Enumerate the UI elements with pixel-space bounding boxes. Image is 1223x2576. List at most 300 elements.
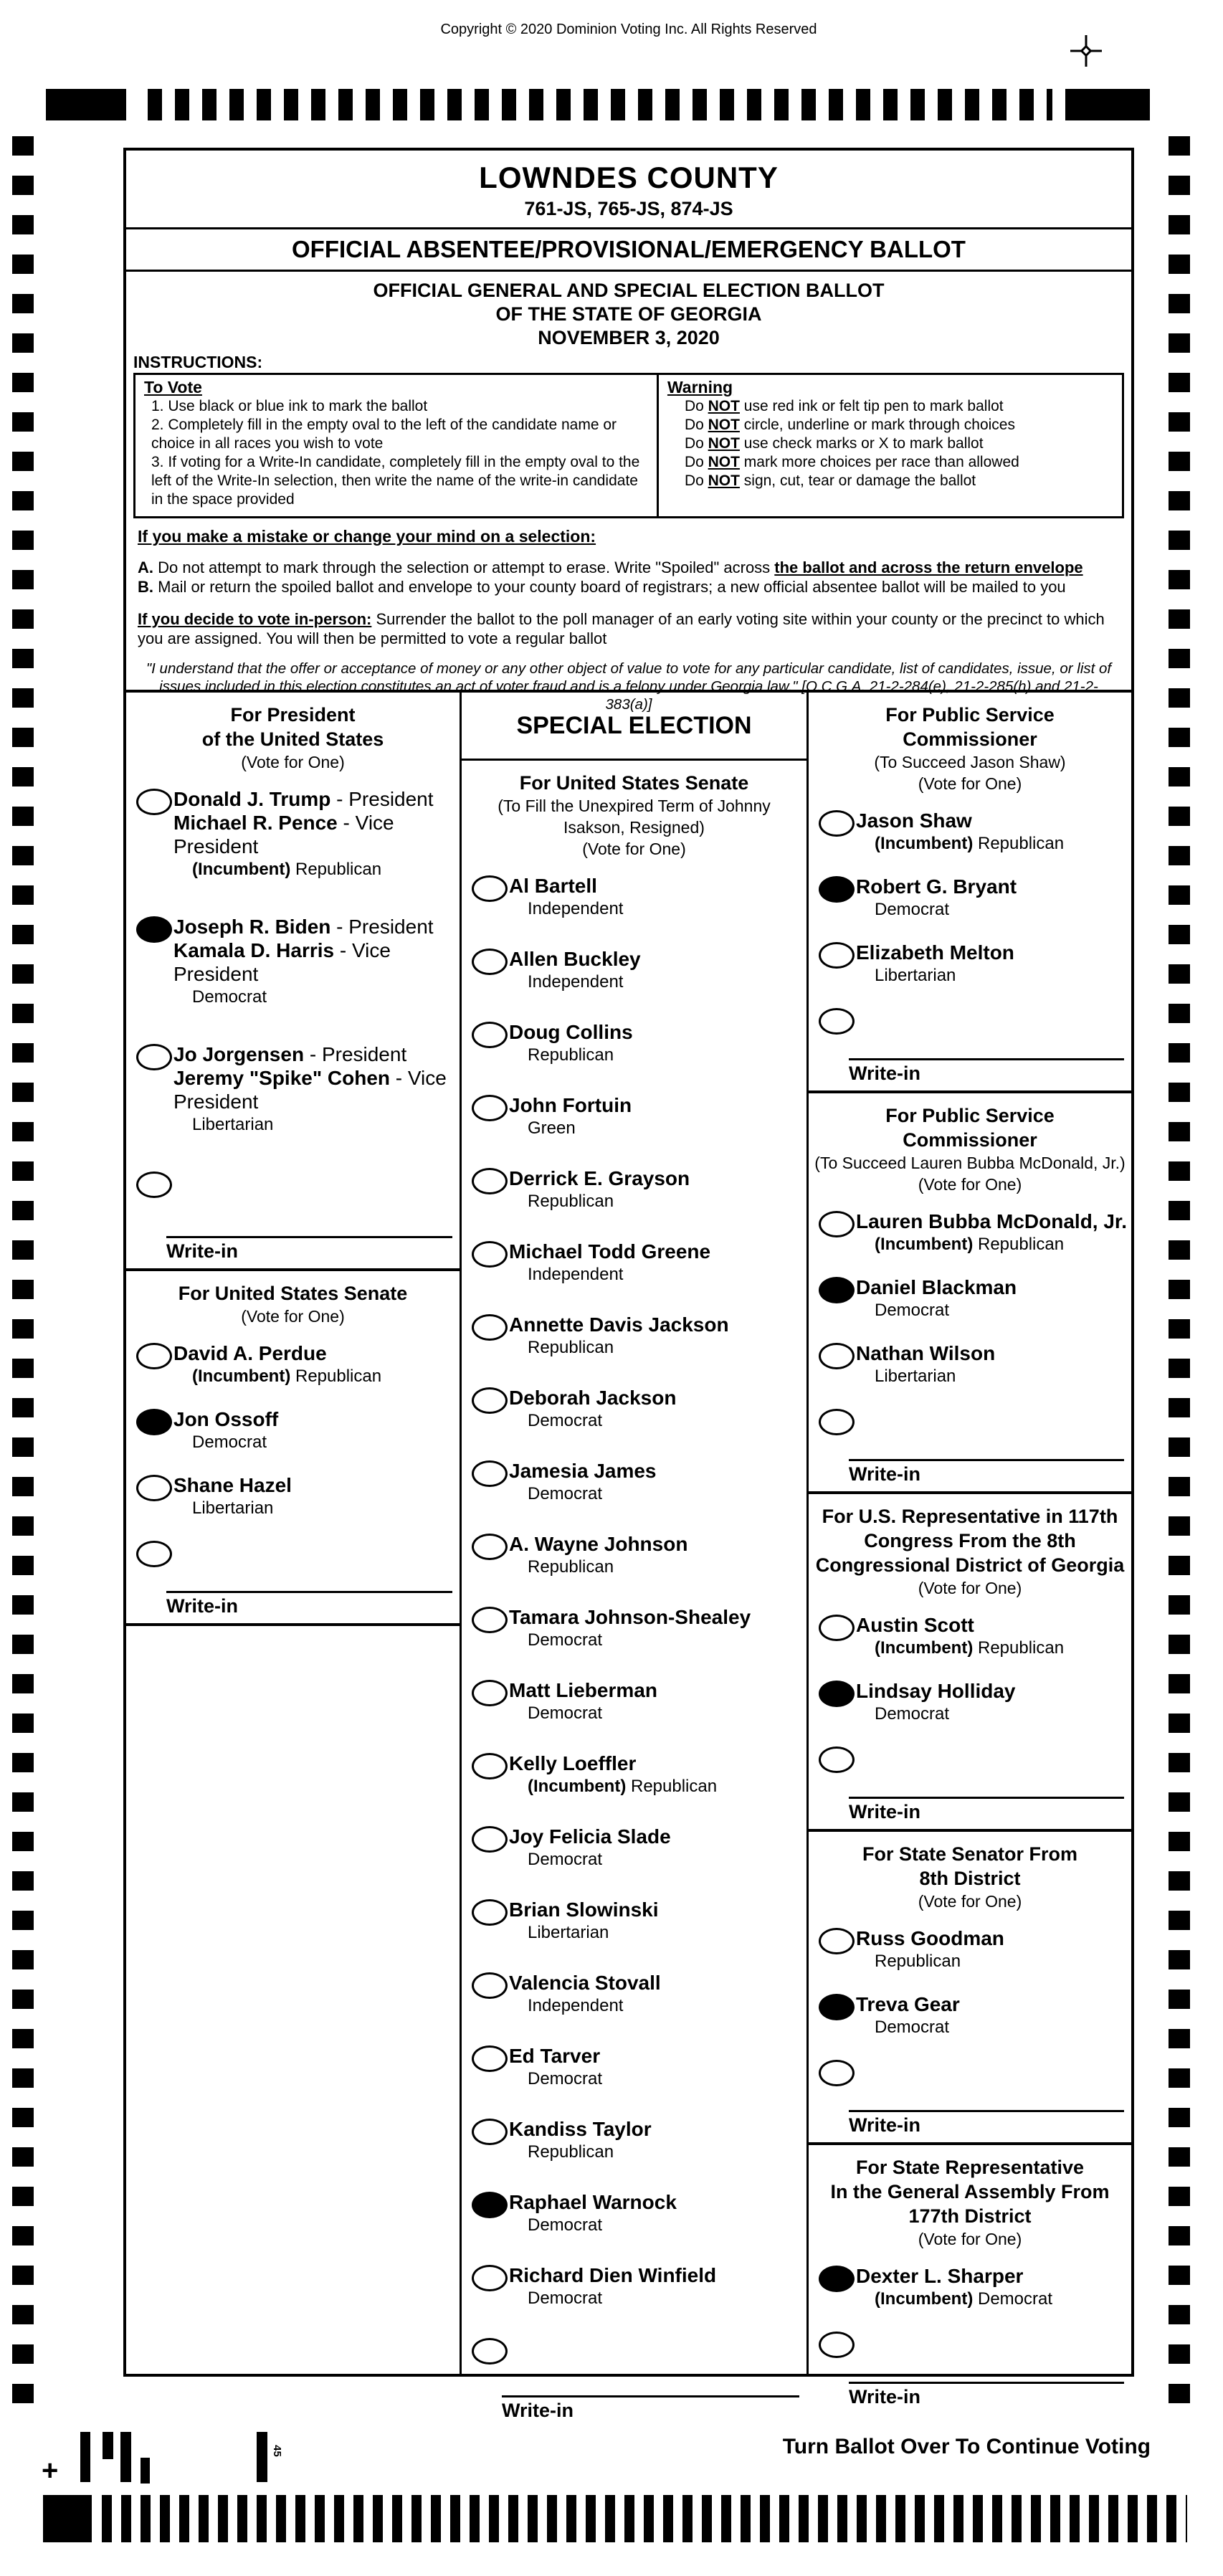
- candidate-party: Democrat: [528, 2215, 603, 2235]
- stub-barcode-bar: [257, 2432, 267, 2482]
- candidate-info: [509, 2263, 806, 2309]
- candidate-party: Libertarian: [192, 1498, 274, 1518]
- ballot-oval-filled[interactable]: [136, 1409, 172, 1435]
- race-title: of the United States: [201, 728, 384, 750]
- race-title: For U.S. Representative in 117th: [822, 1506, 1118, 1527]
- voter-fraud-notice: "I understand that the offer or acceptance of money or any other object of value to vote for any particular candidate, list of candidates, issue, or list of issues included in this election constitutes an act of voter fraud and is a felony under Georgia law." [O.C.G.A. 21-2-284(e), 21-2-285(h) and 21-2-383(a)]: [146, 660, 1112, 713]
- race-header: [126, 703, 460, 773]
- candidate-row: [809, 1341, 1131, 1387]
- candidate-name: Brian Slowinski: [509, 1898, 659, 1921]
- ballot-oval-filled[interactable]: [136, 916, 172, 943]
- race-section: [809, 1093, 1131, 1494]
- candidate-name: Treva Gear: [856, 1993, 960, 2015]
- candidate-info: [173, 1042, 460, 1136]
- candidate-party: (Incumbent) Republican: [192, 1367, 382, 1386]
- ballot-oval-empty[interactable]: [819, 1008, 855, 1035]
- ballot-sheet: [123, 148, 1134, 2421]
- write-in-oval-row: [809, 1007, 1131, 1038]
- copyright-notice: Copyright © 2020 Dominion Voting Inc. All Rights Reserved: [440, 22, 817, 37]
- write-in-area[interactable]: [166, 1236, 452, 1268]
- candidate-info: [856, 1679, 1131, 1725]
- write-in-label: Write-in: [166, 1240, 238, 1262]
- candidate-party: Democrat: [192, 1432, 267, 1452]
- race-section: [809, 1832, 1131, 2145]
- candidate-row: [809, 1679, 1131, 1725]
- ballot-oval-empty[interactable]: [472, 2045, 508, 2072]
- candidate-row: [462, 2190, 806, 2236]
- candidate-row: [462, 1313, 806, 1359]
- ballot-oval-empty[interactable]: [819, 2332, 855, 2358]
- candidate-info: [173, 787, 460, 880]
- candidate-row: [462, 1093, 806, 1139]
- contest-columns: [126, 690, 1131, 2421]
- candidate-row: [462, 2044, 806, 2090]
- ballot-oval-empty[interactable]: [472, 1826, 508, 1853]
- race-title: For State Representative: [855, 2157, 1085, 2178]
- timing-marks-right-edge: [1169, 136, 1190, 2410]
- ballot-oval-filled[interactable]: [819, 1681, 855, 1707]
- instruction-item: 3. If voting for a Write-In candidate, completely fill in the empty oval to the left of the Write-In selection, then write the name of the write-in candidate in the space provided: [151, 454, 640, 508]
- candidate-party: Democrat: [875, 900, 950, 919]
- candidate-name: Daniel Blackman: [856, 1276, 1017, 1298]
- candidate-name: Doug Collins: [509, 1021, 633, 1043]
- race-subtitle: (Vote for One): [918, 774, 1022, 793]
- mistake-instructions: [138, 527, 1120, 713]
- to-vote-items: [144, 397, 648, 509]
- race-header: [126, 1281, 460, 1327]
- to-vote-title: To Vote: [144, 378, 202, 396]
- candidate-party: (Incumbent) Republican: [875, 834, 1065, 853]
- candidate-name: Jo Jorgensen - President: [173, 1043, 407, 1065]
- candidate-party: Republican: [528, 1192, 614, 1211]
- race-subtitle: (To Succeed Lauren Bubba McDonald, Jr.): [814, 1154, 1126, 1172]
- candidate-party: Democrat: [528, 2069, 603, 2088]
- ballot-oval-empty[interactable]: [472, 1607, 508, 1633]
- candidate-name: A. Wayne Johnson: [509, 1533, 688, 1555]
- race-header: [809, 1842, 1131, 1912]
- candidate-info: [509, 1020, 806, 1066]
- race-subtitle: Isakson, Resigned): [563, 818, 705, 837]
- ballot-oval-empty[interactable]: [472, 1314, 508, 1341]
- candidate-name: Lauren Bubba McDonald, Jr.: [856, 1210, 1128, 1232]
- candidate-party: Democrat: [528, 2289, 603, 2308]
- instruction-item: 1. Use black or blue ink to mark the ballot: [151, 398, 428, 414]
- race-title: 177th District: [908, 2205, 1032, 2227]
- ballot-oval-filled[interactable]: [819, 2266, 855, 2292]
- candidate-name: Nathan Wilson: [856, 1342, 996, 1364]
- warning-item: Do NOT use red ink or felt tip pen to mark ballot: [684, 398, 1004, 414]
- ballot-oval-filled[interactable]: [472, 2192, 508, 2218]
- candidate-party: Independent: [528, 899, 624, 918]
- timing-marks-left-edge: [12, 136, 34, 2410]
- candidate-party: (Incumbent) Republican: [875, 1235, 1065, 1254]
- candidate-row: [126, 1407, 460, 1453]
- race-subtitle: (Vote for One): [918, 1892, 1022, 1911]
- ballot-oval-empty[interactable]: [472, 1972, 508, 1999]
- candidate-info: [856, 1613, 1131, 1659]
- candidate-row: [462, 2117, 806, 2163]
- candidate-name: Valencia Stovall: [509, 1972, 661, 1994]
- ballot-oval-empty[interactable]: [472, 1753, 508, 1779]
- candidate-row: [126, 1341, 460, 1387]
- election-title: [126, 272, 1131, 353]
- timing-marks-bottom: [102, 2495, 1187, 2542]
- candidate-info: [509, 1313, 806, 1359]
- election-title-line: NOVEMBER 3, 2020: [538, 327, 720, 348]
- ballot-oval-empty[interactable]: [136, 1044, 172, 1070]
- candidate-party: Democrat: [528, 1484, 603, 1503]
- write-in-oval-row: [126, 1539, 460, 1571]
- candidate-party: Libertarian: [528, 1923, 609, 1942]
- ballot-oval-empty[interactable]: [472, 2338, 508, 2364]
- ballot-oval-empty[interactable]: [136, 1171, 172, 1198]
- candidate-name: Annette Davis Jackson: [509, 1313, 729, 1336]
- ballot-oval-empty[interactable]: [472, 875, 508, 902]
- write-in-label: Write-in: [849, 1463, 920, 1485]
- candidate-party: Democrat: [875, 1704, 950, 1724]
- candidate-row: [809, 875, 1131, 921]
- timing-mark-block-top-left: [46, 89, 126, 120]
- write-in-area[interactable]: [502, 2395, 799, 2428]
- write-in-oval-row: [809, 1407, 1131, 1439]
- race-section: [126, 1271, 460, 1626]
- candidate-info: [509, 1825, 806, 1871]
- race-section: [809, 1494, 1131, 1832]
- warning-title: Warning: [667, 378, 733, 396]
- election-title-line: OF THE STATE OF GEORGIA: [495, 303, 762, 325]
- candidate-party: Republican: [528, 2142, 614, 2162]
- candidate-row: [462, 1678, 806, 1724]
- precinct-codes: 761-JS, 765-JS, 874-JS: [524, 198, 733, 219]
- candidate-name: Michael R. Pence - Vice President: [173, 812, 394, 857]
- race-section: [809, 2145, 1131, 2414]
- write-in-oval-row: [809, 2330, 1131, 2362]
- candidate-info: [509, 1386, 806, 1432]
- candidate-party: Republican: [528, 1045, 614, 1065]
- candidate-row: [809, 941, 1131, 987]
- candidate-row: [809, 1275, 1131, 1321]
- candidate-name: Jon Ossoff: [173, 1408, 279, 1430]
- election-title-line: OFFICIAL GENERAL AND SPECIAL ELECTION BALLOT: [373, 280, 885, 301]
- write-in-oval-row: [462, 2337, 806, 2368]
- write-in-label: Write-in: [849, 2386, 920, 2408]
- warning-box: [657, 375, 1122, 516]
- race-header: [809, 2155, 1131, 2250]
- candidate-row: [126, 787, 460, 880]
- candidate-info: [509, 1971, 806, 2017]
- candidate-name: Kamala D. Harris - Vice President: [173, 939, 391, 985]
- race-section: [126, 693, 460, 1271]
- write-in-oval-row: [809, 1745, 1131, 1777]
- candidate-info: [509, 1093, 806, 1139]
- write-in-area[interactable]: [166, 1591, 452, 1623]
- candidate-info: [509, 1240, 806, 1285]
- candidate-row: [462, 1898, 806, 1944]
- special-election-banner: SPECIAL ELECTION: [462, 693, 806, 761]
- race-title: For President: [230, 704, 356, 726]
- race-subtitle: (Vote for One): [918, 2230, 1022, 2248]
- ballot-oval-empty[interactable]: [136, 1343, 172, 1369]
- instruction-item: 2. Completely fill in the empty oval to the left of the candidate name or choice in all races you wish to vote: [151, 417, 617, 452]
- write-in-label: Write-in: [849, 1801, 920, 1822]
- ballot-oval-filled[interactable]: [819, 876, 855, 903]
- ballot-oval-empty[interactable]: [136, 1475, 172, 1501]
- stub-number: 45: [270, 2445, 283, 2457]
- stub-barcode-bar: [141, 2458, 150, 2484]
- candidate-info: [509, 1532, 806, 1578]
- candidate-name: Joy Felicia Slade: [509, 1825, 671, 1848]
- candidate-name: Deborah Jackson: [509, 1387, 677, 1409]
- candidate-name: Jeremy "Spike" Cohen - Vice President: [173, 1067, 447, 1113]
- candidate-info: [173, 915, 460, 1008]
- ballot-type-title: OFFICIAL ABSENTEE/PROVISIONAL/EMERGENCY BALLOT: [126, 229, 1131, 272]
- candidate-row: [126, 1473, 460, 1519]
- candidate-info: [856, 809, 1131, 855]
- ballot-oval-empty[interactable]: [472, 1241, 508, 1268]
- ballot-oval-empty[interactable]: [819, 1211, 855, 1237]
- in-person-instructions: If you decide to vote in-person: Surrender the ballot to the poll manager of an early voting site within your county or the precinct to which you are assigned. You will then be permitted to vote a regular ballot: [138, 610, 1105, 647]
- candidate-row: [462, 1605, 806, 1651]
- candidate-row: [462, 1386, 806, 1432]
- race-title: For Public Service: [885, 1105, 1055, 1126]
- warning-item: Do NOT sign, cut, tear or damage the ballot: [684, 472, 976, 489]
- candidate-info: [856, 1992, 1131, 2038]
- candidate-name: Austin Scott: [856, 1614, 974, 1636]
- candidate-row: [462, 1825, 806, 1871]
- stub-barcode-bar: [103, 2432, 113, 2459]
- mistake-item-b: B. Mail or return the spoiled ballot and envelope to your county board of registrars; a new official absentee ballot will be mailed to you: [138, 578, 1066, 596]
- ballot-oval-empty[interactable]: [819, 1615, 855, 1641]
- candidate-party: Democrat: [528, 1411, 603, 1430]
- ballot-oval-empty[interactable]: [472, 1095, 508, 1121]
- candidate-name: Joseph R. Biden - President: [173, 916, 434, 938]
- candidate-party: Libertarian: [875, 966, 956, 985]
- candidate-info: [509, 1166, 806, 1212]
- column-special-election: [462, 693, 809, 2421]
- candidate-name: Donald J. Trump - President: [173, 788, 434, 810]
- ballot-oval-empty[interactable]: [819, 1409, 855, 1435]
- candidate-party: Democrat: [528, 1703, 603, 1723]
- stub-barcode-bar: [80, 2432, 90, 2482]
- candidate-name: Raphael Warnock: [509, 2191, 677, 2213]
- candidate-info: [856, 941, 1131, 987]
- race-subtitle: (Vote for One): [582, 840, 686, 858]
- candidate-info: [509, 2044, 806, 2090]
- ballot-oval-empty[interactable]: [819, 2060, 855, 2086]
- write-in-area[interactable]: [849, 2382, 1124, 2414]
- candidate-row: [462, 1752, 806, 1797]
- candidate-row: [462, 947, 806, 993]
- ballot-oval-empty[interactable]: [472, 1534, 508, 1560]
- registration-crosshair-icon: [1070, 34, 1103, 71]
- ballot-oval-empty[interactable]: [472, 1680, 508, 1706]
- candidate-party: Republican: [528, 1557, 614, 1577]
- candidate-name: Ed Tarver: [509, 2045, 601, 2067]
- candidate-name: Lindsay Holliday: [856, 1680, 1016, 1702]
- ballot-oval-empty[interactable]: [472, 2265, 508, 2291]
- ballot-oval-empty[interactable]: [136, 1541, 172, 1567]
- ballot-oval-empty[interactable]: [472, 1387, 508, 1414]
- candidate-info: [509, 1752, 806, 1797]
- candidate-name: Jamesia James: [509, 1460, 657, 1482]
- candidate-name: Richard Dien Winfield: [509, 2264, 717, 2286]
- candidate-party: Republican: [528, 1338, 614, 1357]
- candidate-party: Green: [528, 1118, 576, 1138]
- candidate-row: [462, 1240, 806, 1285]
- candidate-info: [856, 1209, 1131, 1255]
- plus-registration-mark: +: [42, 2455, 59, 2486]
- candidate-party: Libertarian: [192, 1115, 274, 1134]
- turn-ballot-over-text: Turn Ballot Over To Continue Voting: [782, 2435, 1151, 2458]
- race-title: Congressional District of Georgia: [815, 1554, 1125, 1576]
- race-subtitle: (To Fill the Unexpired Term of Johnny: [498, 797, 771, 815]
- ballot-oval-empty[interactable]: [819, 1928, 855, 1954]
- instructions-boxes: [133, 373, 1124, 518]
- candidate-name: Kelly Loeffler: [509, 1752, 637, 1774]
- candidate-name: Elizabeth Melton: [856, 941, 1014, 964]
- candidate-party: Democrat: [528, 1630, 603, 1650]
- candidate-party: (Incumbent) Republican: [192, 860, 382, 879]
- candidate-row: [462, 1166, 806, 1212]
- instructions-label: INSTRUCTIONS:: [133, 353, 263, 371]
- race-subtitle: (Vote for One): [918, 1579, 1022, 1597]
- race-subtitle: (To Succeed Jason Shaw): [874, 753, 1066, 771]
- ballot-oval-empty[interactable]: [819, 942, 855, 969]
- ballot-oval-empty[interactable]: [819, 1343, 855, 1369]
- write-in-label: Write-in: [166, 1595, 238, 1617]
- race-title: Commissioner: [903, 728, 1037, 750]
- ballot-oval-empty[interactable]: [472, 1168, 508, 1194]
- candidate-name: Al Bartell: [509, 875, 597, 897]
- candidate-party: Libertarian: [875, 1367, 956, 1386]
- race-title: Congress From the 8th: [864, 1530, 1076, 1551]
- candidate-info: [509, 874, 806, 920]
- candidate-info: [509, 947, 806, 993]
- ballot-oval-filled[interactable]: [819, 1994, 855, 2020]
- candidate-name: Kandiss Taylor: [509, 2118, 652, 2140]
- race-title: Commissioner: [903, 1129, 1037, 1151]
- race-title: For Public Service: [885, 704, 1055, 726]
- write-in-area[interactable]: [849, 2110, 1124, 2142]
- candidate-party: (Incumbent) Republican: [875, 1638, 1065, 1658]
- mistake-title: If you make a mistake or change your mind on a selection:: [138, 527, 596, 546]
- candidate-name: Shane Hazel: [173, 1474, 292, 1496]
- ballot-oval-empty[interactable]: [472, 1022, 508, 1048]
- to-vote-box: [135, 375, 657, 516]
- race-subtitle: (Vote for One): [241, 753, 345, 771]
- race-title: For United States Senate: [519, 772, 749, 794]
- timing-mark-block-top-right: [1065, 89, 1150, 120]
- candidate-row: [462, 1020, 806, 1066]
- candidate-info: [856, 2264, 1131, 2310]
- candidate-party: Democrat: [528, 1850, 603, 1869]
- county-name: LOWNDES COUNTY: [479, 161, 779, 194]
- warning-item: Do NOT mark more choices per race than allowed: [684, 454, 1019, 470]
- write-in-label: Write-in: [849, 1063, 920, 1084]
- candidate-name: Tamara Johnson-Shealey: [509, 1606, 751, 1628]
- candidate-party: Independent: [528, 972, 624, 992]
- stub-barcode-bar: [120, 2432, 131, 2482]
- ballot-oval-empty[interactable]: [472, 949, 508, 975]
- race-header: [809, 1504, 1131, 1599]
- county-header: [126, 151, 1131, 229]
- candidate-row: [462, 1971, 806, 2017]
- warning-item: Do NOT circle, underline or mark through choices: [684, 417, 1015, 433]
- candidate-info: [509, 1678, 806, 1724]
- write-in-area[interactable]: [849, 1459, 1124, 1491]
- candidate-row: [462, 2263, 806, 2309]
- candidate-name: Robert G. Bryant: [856, 875, 1017, 898]
- candidate-info: [173, 1473, 460, 1519]
- candidate-row: [809, 809, 1131, 855]
- ballot-oval-empty[interactable]: [472, 1899, 508, 1926]
- candidate-info: [856, 1275, 1131, 1321]
- candidate-info: [856, 1341, 1131, 1387]
- ballot-oval-empty[interactable]: [472, 1460, 508, 1487]
- candidate-row: [462, 874, 806, 920]
- candidate-row: [462, 1532, 806, 1578]
- candidate-party: Independent: [528, 1996, 624, 2015]
- candidate-info: [173, 1407, 460, 1453]
- race-header: [462, 771, 806, 860]
- ballot-oval-empty[interactable]: [472, 2119, 508, 2145]
- ballot-oval-empty[interactable]: [819, 1746, 855, 1773]
- column-general-right: [809, 693, 1131, 2408]
- candidate-name: Dexter L. Sharper: [856, 2265, 1024, 2287]
- ballot-oval-filled[interactable]: [819, 1277, 855, 1303]
- candidate-party: (Incumbent) Democrat: [875, 2289, 1053, 2309]
- mistake-item-a: A. Do not attempt to mark through the selection or attempt to erase. Write "Spoiled" across the ballot and across the return envelope: [138, 559, 1083, 576]
- candidate-name: John Fortuin: [509, 1094, 632, 1116]
- race-section: [809, 693, 1131, 1093]
- column-general-left: [126, 693, 462, 2374]
- candidate-info: [173, 1341, 460, 1387]
- race-header: [809, 703, 1131, 794]
- timing-marks-top: [148, 89, 1052, 120]
- write-in-label: Write-in: [502, 2400, 574, 2421]
- candidate-row: [462, 1459, 806, 1505]
- write-in-area[interactable]: [849, 1058, 1124, 1090]
- race-title: For United States Senate: [178, 1283, 408, 1304]
- race-header: [809, 1103, 1131, 1195]
- ballot-oval-empty[interactable]: [819, 810, 855, 837]
- candidate-row: [126, 915, 460, 1008]
- candidate-row: [126, 1042, 460, 1136]
- race-subtitle: (Vote for One): [918, 1175, 1022, 1194]
- candidate-row: [809, 1613, 1131, 1659]
- candidate-name: David A. Perdue: [173, 1342, 327, 1364]
- candidate-name: Michael Todd Greene: [509, 1240, 711, 1263]
- candidate-row: [809, 1992, 1131, 2038]
- candidate-info: [856, 1926, 1131, 1972]
- candidate-row: [809, 1926, 1131, 1972]
- candidate-info: [509, 2117, 806, 2163]
- write-in-label: Write-in: [849, 2114, 920, 2136]
- race-title: 8th District: [919, 1868, 1021, 1889]
- candidate-name: Russ Goodman: [856, 1927, 1004, 1949]
- warning-items: [667, 397, 1113, 490]
- candidate-info: [509, 1459, 806, 1505]
- write-in-oval-row: [809, 2058, 1131, 2090]
- candidate-name: Matt Lieberman: [509, 1679, 657, 1701]
- write-in-area[interactable]: [849, 1797, 1124, 1829]
- candidate-party: Democrat: [875, 1301, 950, 1320]
- candidate-info: [856, 875, 1131, 921]
- candidate-party: Democrat: [875, 2017, 950, 2037]
- warning-item: Do NOT use check marks or X to mark ballot: [684, 435, 984, 452]
- race-subtitle: (Vote for One): [241, 1307, 345, 1326]
- ballot-oval-empty[interactable]: [136, 789, 172, 815]
